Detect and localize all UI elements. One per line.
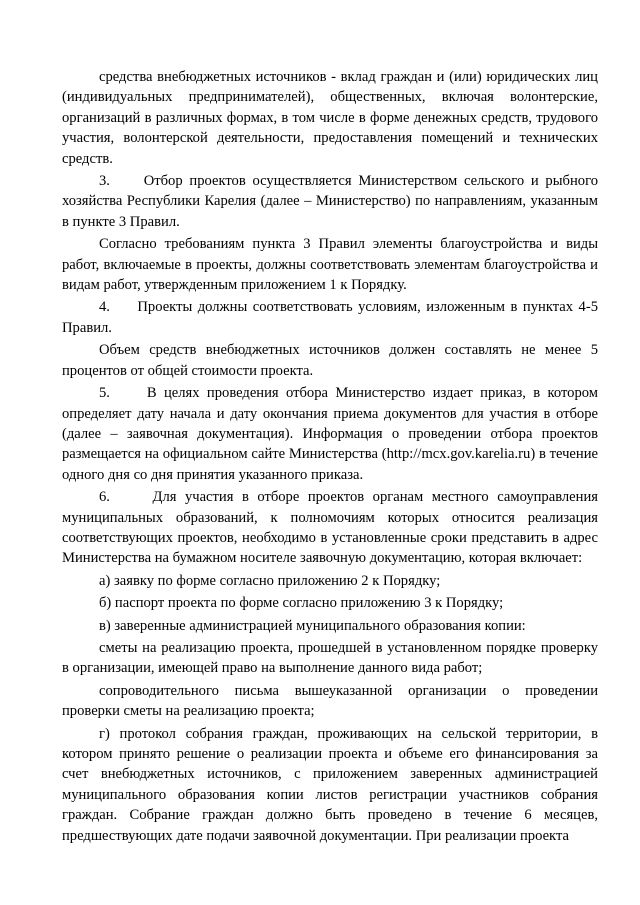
paragraph-extrabudgetary-share: Объем средств внебюджетных источников должен составлять не менее 5 процентов от общей стоимости проекта. — [62, 342, 598, 379]
paragraph-estimate: сметы на реализацию проекта, прошедшей в установленном порядке проверку в организации, имеющей право на выполнение данного вида работ; — [62, 639, 598, 677]
paragraph-item-5: 5. В целях проведения отбора Министерство издает приказ, в котором определяет дату начала и дату окончания приема документов для участия в отборе (далее – заявочная документация). Информация о проведении отбора проектов размещается на официальном сайте Министерства (http://mcx.gov.karelia.ru) в течение одного дня со дня принятия указанного приказа. — [62, 385, 598, 483]
paragraph-funding-sources: средства внебюджетных источников - вклад граждан и (или) юридических лиц (индивидуальных предпринимателей), общественных, включая волонтерские, организаций в различных формах, в том числе в форме денежных средств, трудового участия, волонтерской деятельности, предоставления помещений и технических средств. — [62, 69, 598, 167]
paragraph-item-6: 6. Для участия в отборе проектов органам местного самоуправления муниципальных образований, к полномочиям которых относится реализация соответствующих проектов, необходимо в установленные сроки представить в адрес Министерства на бумажном носителе заявочную документацию, которая включает: — [62, 489, 598, 567]
paragraph-item-3: 3. Отбор проектов осуществляется Министерством сельского и рыбного хозяйства Республики Карелия (далее – Министерство) по направлениям, указанным в пункте 3 Правил. — [62, 173, 598, 230]
paragraph-sub-v: в) заверенные администрацией муниципального образования копии: — [99, 617, 526, 634]
document-body — [62, 67, 598, 848]
paragraph-sub-a: а) заявку по форме согласно приложению 2 к Порядку; — [99, 572, 441, 589]
paragraph-improvement-elements: Согласно требованиям пункта 3 Правил элементы благоустройства и виды работ, включаемые в проекты, должны соответствовать элементам благоустройства и видам работ, утвержденным приложением 1 к Порядку. — [62, 236, 598, 294]
paragraph-item-4: 4. Проекты должны соответствовать условиям, изложенным в пунктах 4-5 Правил. — [62, 299, 598, 336]
paragraph-cover-letter: сопроводительного письма вышеуказанной организации о проведении проверки сметы на реализацию проекта; — [62, 682, 598, 720]
paragraph-sub-b: б) паспорт проекта по форме согласно приложению 3 к Порядку; — [99, 595, 504, 612]
paragraph-sub-g: г) протокол собрания граждан, проживающих на сельской территории, в котором принято решение о реализации проекта и объеме его финансирования за счет внебюджетных источников, с приложением заверенных администрацией муниципального образования копии листов регистрации участников собрания граждан. Собрание граждан должно быть проведено в течение 6 месяцев, предшествующих дате подачи заявочной документации. При реализации проекта — [62, 725, 598, 844]
